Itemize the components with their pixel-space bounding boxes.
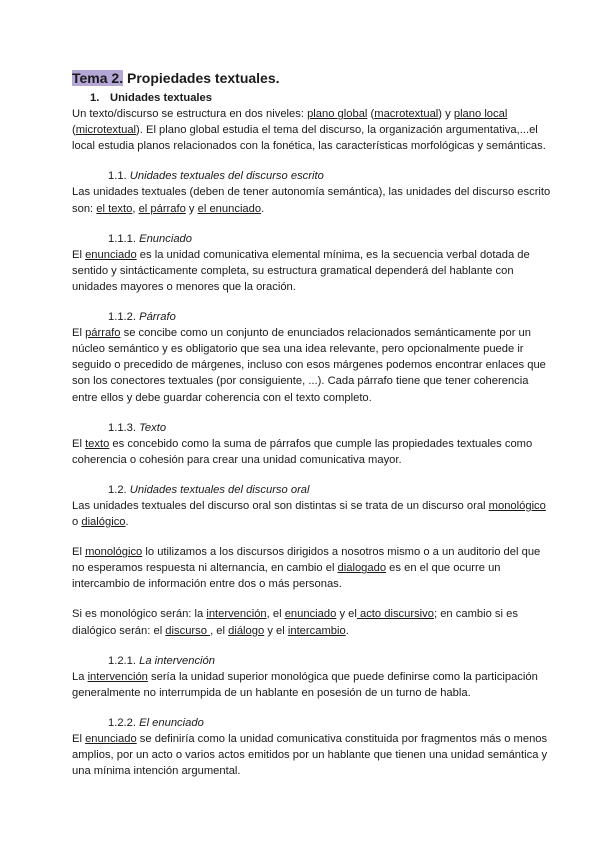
text-run: y el [264,624,288,637]
paragraph-1-2-2 [72,731,552,779]
section-heading-1-1 [108,168,552,184]
underlined-term: dialogado [337,562,387,575]
text-run: La [72,670,88,683]
text-run: , [132,202,139,215]
text-run: El [72,248,86,261]
section-heading-1 [90,90,552,106]
text-run: es en el que ocurre un intercambio de información entre dos o más personas. [72,562,501,591]
section-label: Unidades textuales del discurso escrito [129,170,324,183]
text-run: lo utilizamos a los discursos dirigidos a nosotros mismo o a un auditorio del que no esperamos respuesta ni alternancia, en cambio el [72,546,541,575]
text-run: El [72,546,86,559]
text-run: sería la unidad superior monológica que puede definirse como la participación generalmente no interrumpida de un hablante en posesión de un turno de habla. [72,670,538,699]
section-heading-1-1-1 [108,231,552,247]
text-run: Las unidades textuales del discurso oral son distintas si se trata de un discurso oral [72,499,489,512]
text-run: se definiría como la unidad comunicativa constituida por fragmentos más o menos amplios, por un acto o varios actos emitidos por un hablante que tienen una unidad semántica y una mínima intención argumental. [72,733,548,778]
underlined-term: monológico [85,546,143,559]
document-page [72,70,552,779]
underlined-term: intervención [87,670,148,683]
paragraph-monologico [72,544,552,592]
section-label: El enunciado [139,716,204,729]
underlined-term: el párrafo [138,202,186,215]
underlined-term: monológico [488,499,546,512]
section-number: 1.2. [108,483,130,496]
text-run: , el [266,608,285,621]
section-heading-1-2 [108,482,552,498]
text-run: Las unidades textuales (deben de tener autonomía semántica), las unidades del discurso escrito son: [72,186,551,215]
text-run: y [185,202,198,215]
paragraph-1-2-1 [72,669,552,701]
section-number: 1.1.1. [108,232,140,245]
underlined-term: acto discursivo [356,608,434,621]
text-run: ; en cambio si es dialógico serán: el [72,608,518,637]
section-heading-1-1-3 [108,420,552,436]
section-label: Unidades textuales del discurso oral [129,483,310,496]
underlined-term: intervención [206,608,267,621]
section-heading-1-1-2 [108,309,552,325]
section-number: 1.2.2. [108,716,140,729]
paragraph-intro [72,106,552,154]
paragraph-unidades [72,606,552,638]
title-text: Propiedades textuales. [123,70,280,86]
text-run: se concibe como un conjunto de enunciados relacionados semánticamente por un núcleo semántico y es obligatorio que sea una idea relevante, pero opcionalmente puede ir seguido o precedido de márgenes, incluso con esos márgenes podemos encontrar enlaces que son los conectores textuales (por consiguiente, ...). Cada párrafo tiene que tener coherencia entre ellos y debe guardar coherencia con el texto completo. [72,327,546,404]
underlined-term: texto [85,437,110,450]
paragraph-1-2 [72,498,552,530]
underlined-term: microtextual [75,124,137,137]
underlined-term: intercambio [287,624,346,637]
section-label: Enunciado [139,232,192,245]
underlined-term: plano local [453,108,508,121]
underlined-term: el texto [96,202,133,215]
section-label: Unidades textuales [110,92,212,104]
text-run: Si es monológico serán: la [72,608,207,621]
title-highlight: Tema 2. [72,70,124,86]
underlined-term: discurso [165,624,211,637]
underlined-term: el enunciado [197,202,262,215]
text-run: El [72,327,86,340]
text-run: es la unidad comunicativa elemental mínima, es la secuencia verbal dotada de sentido y sintácticamente completa, su estructura gramatical dependerá del hablante con unidades mayores o menores que la oración. [72,248,530,293]
text-run: ) y [438,108,454,121]
underlined-term: párrafo [85,327,121,340]
text-run: o [72,516,82,529]
section-heading-1-2-1 [108,653,552,669]
section-number: 1. [90,92,100,104]
text-run: . [261,202,265,215]
paragraph-1-1-1 [72,247,552,295]
text-run: El [72,437,86,450]
text-run: y el [336,608,357,621]
section-heading-1-2-2 [108,715,552,731]
text-run: . [125,516,129,529]
underlined-term: macrotextual [374,108,439,121]
underlined-term: enunciado [85,733,137,745]
paragraph-1-1-2 [72,325,552,405]
underlined-term: enunciado [85,248,137,261]
underlined-term: dialógico [81,516,126,529]
section-number: 1.1. [108,170,130,183]
text-run: . [345,624,349,637]
section-label: La intervención [139,654,215,667]
text-run: ). El plano global estudia el tema del discurso, la organización argumentativa,...el local estudia planos relacionados con la fonética, las características morfológicas y semánticas. [72,124,546,153]
paragraph-1-1-3 [72,436,552,468]
underlined-term: diálogo [228,624,265,637]
text-run: El [72,733,86,745]
section-label: Texto [139,421,167,434]
text-run: es concebido como la suma de párrafos que cumple las propiedades textuales como coherencia o cohesión para crear una unidad comunicativa mayor. [72,437,533,466]
page-title [72,70,552,87]
text-run: ( [367,108,375,121]
section-label: Párrafo [139,311,176,324]
text-run: Un texto/discurso se estructura en dos niveles: [72,108,308,121]
paragraph-1-1 [72,184,552,216]
underlined-term: enunciado [284,608,337,621]
section-number: 1.1.2. [108,311,140,324]
text-run: ( [72,124,76,137]
underlined-term: plano global [307,108,368,121]
text-run: , el [210,624,229,637]
section-number: 1.2.1. [108,654,140,667]
section-number: 1.1.3. [108,421,140,434]
